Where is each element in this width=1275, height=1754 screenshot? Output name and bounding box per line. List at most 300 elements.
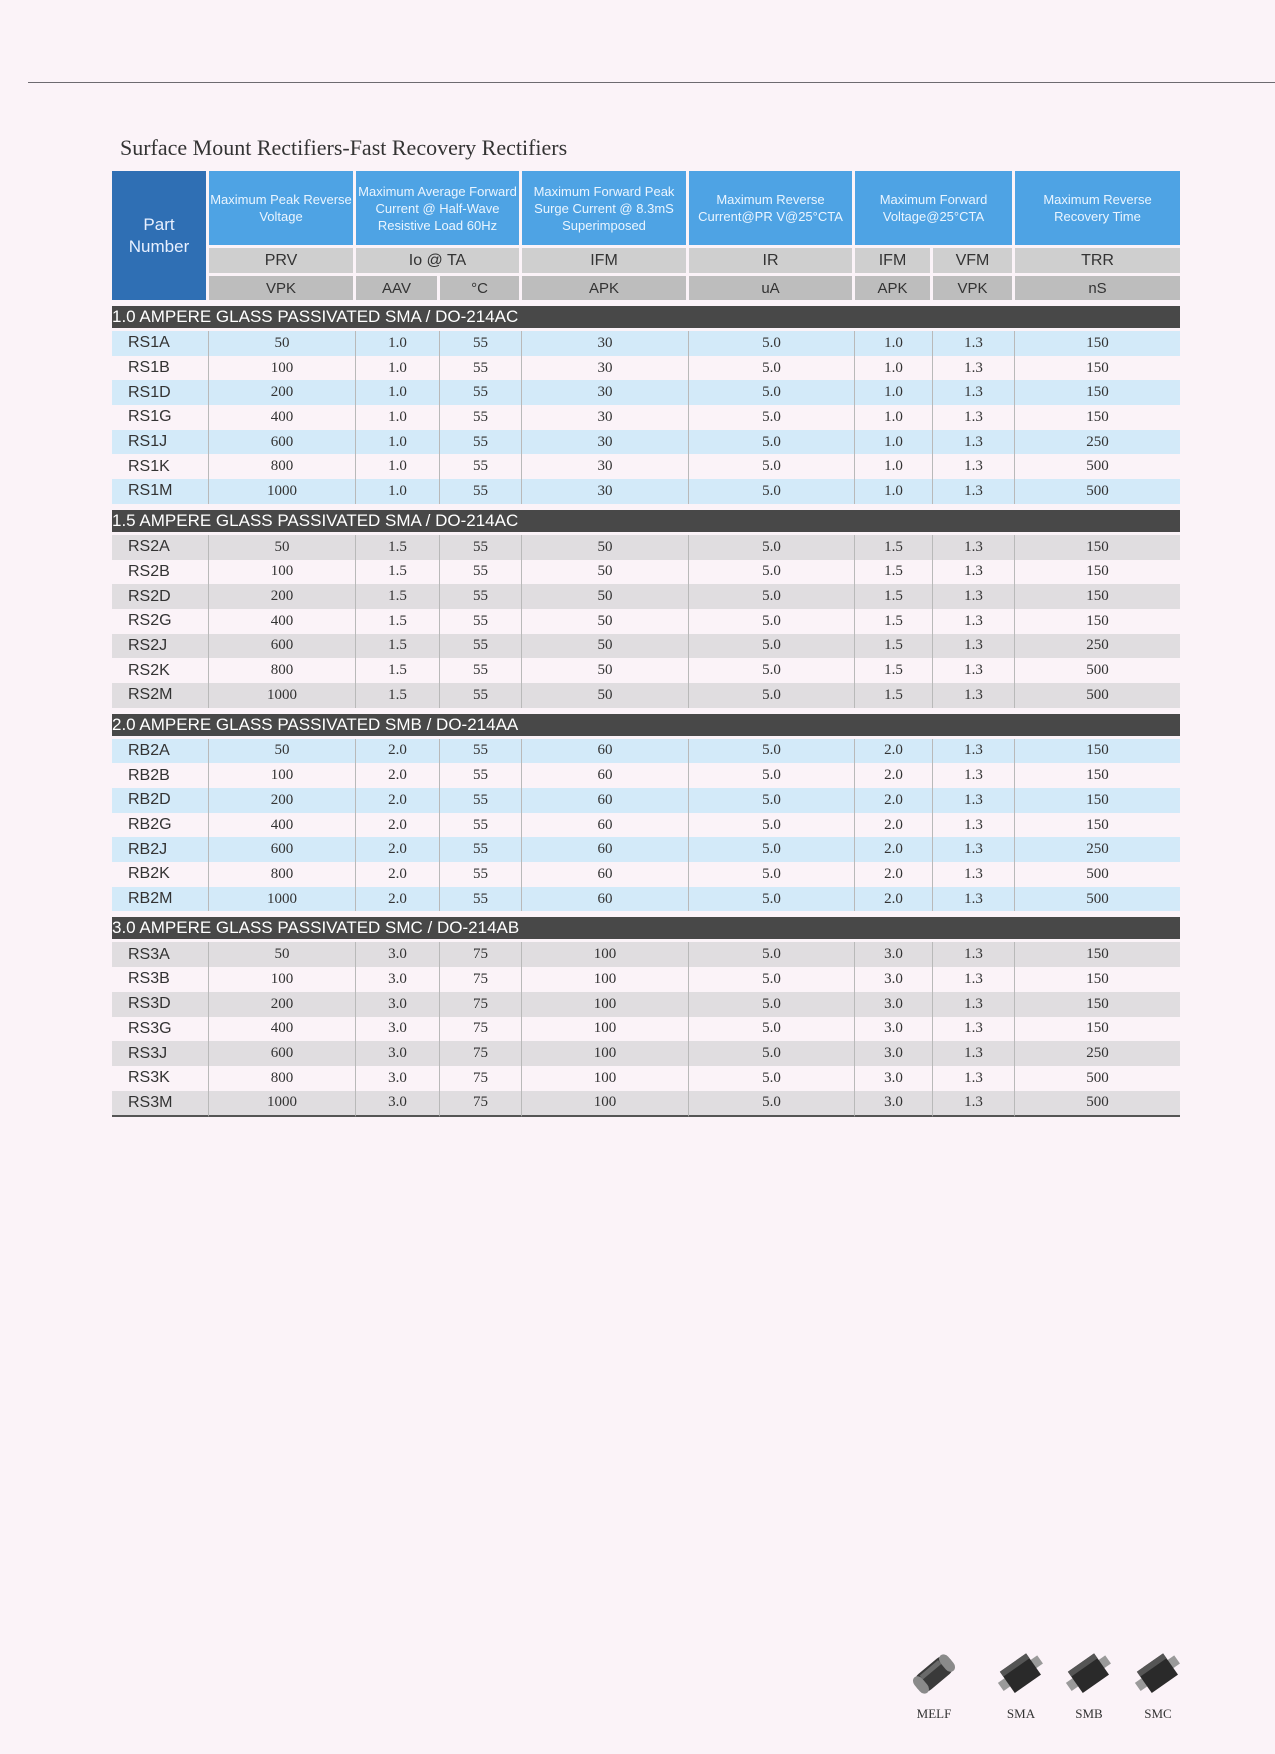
trr-value: 500 <box>1015 1066 1180 1091</box>
part-number-header: Part Number <box>112 171 209 300</box>
ifm-value: 3.0 <box>855 1017 933 1042</box>
ifm-value: 1.5 <box>855 683 933 708</box>
part-number: RB2M <box>112 887 209 912</box>
io-value: 1.0 <box>356 356 440 381</box>
io-value: 2.0 <box>356 862 440 887</box>
ir-value: 5.0 <box>689 1017 855 1042</box>
surge-value: 30 <box>522 331 689 356</box>
prv-value: 1000 <box>209 683 356 708</box>
surge-value: 30 <box>522 479 689 504</box>
ta-value: 55 <box>440 584 522 609</box>
ir-value: 5.0 <box>689 535 855 560</box>
smc-package-icon <box>1128 1650 1188 1698</box>
ifm-value: 2.0 <box>855 788 933 813</box>
section-1a-rows <box>112 331 1180 504</box>
io-value: 3.0 <box>356 992 440 1017</box>
ifm-value: 2.0 <box>855 837 933 862</box>
table-row <box>112 1017 1180 1042</box>
surge-value: 60 <box>522 837 689 862</box>
package-smc <box>1123 1650 1193 1722</box>
symbol-prv: PRV <box>209 245 356 273</box>
unit-vpk-forward: VPK <box>933 273 1015 300</box>
trr-value: 500 <box>1015 1091 1180 1118</box>
unit-apk-surge: APK <box>522 273 689 300</box>
surge-value: 100 <box>522 1017 689 1042</box>
vfm-value: 1.3 <box>933 609 1015 634</box>
section-2a-rows <box>112 739 1180 912</box>
trr-value: 150 <box>1015 535 1180 560</box>
part-number: RB2J <box>112 837 209 862</box>
section-header <box>112 300 1180 331</box>
trr-value: 150 <box>1015 405 1180 430</box>
trr-value: 150 <box>1015 331 1180 356</box>
prv-value: 50 <box>209 535 356 560</box>
ifm-value: 1.5 <box>855 658 933 683</box>
ta-value: 75 <box>440 1017 522 1042</box>
header-average-forward-current: Maximum Average Forward Current @ Half-Wave Resistive Load 60Hz <box>356 171 522 245</box>
vfm-value: 1.3 <box>933 813 1015 838</box>
io-value: 2.0 <box>356 813 440 838</box>
table-row <box>112 887 1180 912</box>
ifm-value: 1.0 <box>855 331 933 356</box>
surge-value: 50 <box>522 609 689 634</box>
part-number: RB2B <box>112 763 209 788</box>
unit-apk: APK <box>855 273 933 300</box>
io-value: 3.0 <box>356 1066 440 1091</box>
ifm-value: 1.0 <box>855 356 933 381</box>
surge-value: 60 <box>522 862 689 887</box>
ir-value: 5.0 <box>689 887 855 912</box>
table-row <box>112 967 1180 992</box>
io-value: 1.0 <box>356 405 440 430</box>
ta-value: 55 <box>440 837 522 862</box>
prv-value: 50 <box>209 331 356 356</box>
ir-value: 5.0 <box>689 967 855 992</box>
ta-value: 55 <box>440 331 522 356</box>
ta-value: 55 <box>440 535 522 560</box>
vfm-value: 1.3 <box>933 380 1015 405</box>
trr-value: 250 <box>1015 837 1180 862</box>
surge-value: 60 <box>522 739 689 764</box>
surge-value: 30 <box>522 356 689 381</box>
table-row <box>112 683 1180 708</box>
ir-value: 5.0 <box>689 331 855 356</box>
smb-package-icon <box>1059 1650 1119 1698</box>
prv-value: 100 <box>209 560 356 585</box>
prv-value: 50 <box>209 942 356 967</box>
ir-value: 5.0 <box>689 683 855 708</box>
trr-value: 500 <box>1015 683 1180 708</box>
vfm-value: 1.3 <box>933 942 1015 967</box>
prv-value: 200 <box>209 992 356 1017</box>
prv-value: 200 <box>209 788 356 813</box>
trr-value: 500 <box>1015 862 1180 887</box>
ir-value: 5.0 <box>689 1091 855 1118</box>
ta-value: 55 <box>440 560 522 585</box>
io-value: 1.0 <box>356 454 440 479</box>
vfm-value: 1.3 <box>933 405 1015 430</box>
symbol-trr: TRR <box>1015 245 1180 273</box>
trr-value: 150 <box>1015 356 1180 381</box>
table-row <box>112 454 1180 479</box>
header-peak-reverse-voltage: Maximum Peak Reverse Voltage <box>209 171 356 245</box>
section-header <box>112 708 1180 739</box>
prv-value: 600 <box>209 837 356 862</box>
io-value: 1.5 <box>356 584 440 609</box>
ir-value: 5.0 <box>689 763 855 788</box>
unit-ua: uA <box>689 273 855 300</box>
surge-value: 100 <box>522 967 689 992</box>
part-number: RS2J <box>112 634 209 659</box>
ifm-value: 1.0 <box>855 405 933 430</box>
top-rule <box>28 82 1275 83</box>
trr-value: 500 <box>1015 887 1180 912</box>
io-value: 3.0 <box>356 967 440 992</box>
part-number: RS2A <box>112 535 209 560</box>
section-title: 2.0 AMPERE GLASS PASSIVATED SMB / DO-214AA <box>112 708 1180 739</box>
ta-value: 55 <box>440 862 522 887</box>
ifm-value: 3.0 <box>855 992 933 1017</box>
ifm-value: 3.0 <box>855 1041 933 1066</box>
trr-value: 150 <box>1015 788 1180 813</box>
symbol-ifm: IFM <box>855 245 933 273</box>
part-number: RS2K <box>112 658 209 683</box>
table-row <box>112 837 1180 862</box>
page-title: Surface Mount Rectifiers-Fast Recovery Rectifiers <box>120 135 568 160</box>
vfm-value: 1.3 <box>933 430 1015 455</box>
package-melf <box>899 1650 969 1722</box>
ifm-value: 1.5 <box>855 535 933 560</box>
ta-value: 55 <box>440 634 522 659</box>
unit-aav: AAV <box>356 273 440 300</box>
io-value: 1.0 <box>356 479 440 504</box>
package-label: MELF <box>916 1706 952 1721</box>
prv-value: 100 <box>209 763 356 788</box>
ifm-value: 1.5 <box>855 609 933 634</box>
table-row <box>112 584 1180 609</box>
unit-celsius: °C <box>440 273 522 300</box>
part-number: RS3K <box>112 1066 209 1091</box>
section-3a-rows <box>112 942 1180 1117</box>
trr-value: 150 <box>1015 380 1180 405</box>
section-title: 1.5 AMPERE GLASS PASSIVATED SMA / DO-214AC <box>112 504 1180 535</box>
ta-value: 55 <box>440 763 522 788</box>
trr-value: 150 <box>1015 942 1180 967</box>
part-number: RS1D <box>112 380 209 405</box>
ir-value: 5.0 <box>689 837 855 862</box>
sma-package-icon <box>991 1650 1051 1698</box>
surge-value: 100 <box>522 1066 689 1091</box>
ir-value: 5.0 <box>689 788 855 813</box>
ir-value: 5.0 <box>689 609 855 634</box>
prv-value: 200 <box>209 380 356 405</box>
ir-value: 5.0 <box>689 454 855 479</box>
surge-value: 100 <box>522 992 689 1017</box>
vfm-value: 1.3 <box>933 1091 1015 1118</box>
trr-value: 150 <box>1015 1017 1180 1042</box>
prv-value: 800 <box>209 454 356 479</box>
ta-value: 55 <box>440 813 522 838</box>
ta-value: 75 <box>440 1066 522 1091</box>
prv-value: 1000 <box>209 479 356 504</box>
ir-value: 5.0 <box>689 430 855 455</box>
symbol-ir: IR <box>689 245 855 273</box>
ir-value: 5.0 <box>689 479 855 504</box>
io-value: 1.5 <box>356 609 440 634</box>
table-row <box>112 535 1180 560</box>
trr-value: 150 <box>1015 813 1180 838</box>
part-number: RS1J <box>112 430 209 455</box>
header-forward-voltage: Maximum Forward Voltage@25°CTA <box>855 171 1015 245</box>
surge-value: 60 <box>522 788 689 813</box>
ir-value: 5.0 <box>689 380 855 405</box>
part-number: RS2D <box>112 584 209 609</box>
io-value: 2.0 <box>356 763 440 788</box>
io-value: 1.0 <box>356 380 440 405</box>
ifm-value: 1.5 <box>855 560 933 585</box>
vfm-value: 1.3 <box>933 479 1015 504</box>
trr-value: 250 <box>1015 1041 1180 1066</box>
section-1-5a-rows <box>112 535 1180 708</box>
melf-package-icon <box>904 1650 964 1698</box>
vfm-value: 1.3 <box>933 763 1015 788</box>
surge-value: 100 <box>522 1041 689 1066</box>
part-number: RS3M <box>112 1091 209 1118</box>
part-number: RS2M <box>112 683 209 708</box>
ta-value: 75 <box>440 967 522 992</box>
symbol-vfm: VFM <box>933 245 1015 273</box>
prv-value: 50 <box>209 739 356 764</box>
table-row <box>112 634 1180 659</box>
prv-value: 100 <box>209 356 356 381</box>
section-title: 3.0 AMPERE GLASS PASSIVATED SMC / DO-214AB <box>112 911 1180 942</box>
ta-value: 55 <box>440 658 522 683</box>
ifm-value: 2.0 <box>855 862 933 887</box>
ta-value: 55 <box>440 479 522 504</box>
io-value: 1.5 <box>356 658 440 683</box>
symbol-io-ta: Io @ TA <box>356 245 522 273</box>
vfm-value: 1.3 <box>933 992 1015 1017</box>
ta-value: 55 <box>440 683 522 708</box>
part-number: RS1B <box>112 356 209 381</box>
table-row <box>112 356 1180 381</box>
vfm-value: 1.3 <box>933 634 1015 659</box>
ir-value: 5.0 <box>689 634 855 659</box>
prv-value: 600 <box>209 1041 356 1066</box>
section-2a-smb <box>112 708 1180 739</box>
vfm-value: 1.3 <box>933 788 1015 813</box>
prv-value: 800 <box>209 1066 356 1091</box>
ifm-value: 1.0 <box>855 380 933 405</box>
vfm-value: 1.3 <box>933 560 1015 585</box>
ta-value: 75 <box>440 1091 522 1118</box>
package-label: SMB <box>1075 1706 1103 1721</box>
part-number: RS1A <box>112 331 209 356</box>
prv-value: 800 <box>209 862 356 887</box>
prv-value: 1000 <box>209 887 356 912</box>
prv-value: 400 <box>209 609 356 634</box>
prv-value: 600 <box>209 634 356 659</box>
surge-value: 100 <box>522 1091 689 1118</box>
io-value: 1.5 <box>356 634 440 659</box>
surge-value: 30 <box>522 430 689 455</box>
vfm-value: 1.3 <box>933 862 1015 887</box>
table-row <box>112 862 1180 887</box>
trr-value: 150 <box>1015 739 1180 764</box>
vfm-value: 1.3 <box>933 454 1015 479</box>
surge-value: 60 <box>522 813 689 838</box>
surge-value: 50 <box>522 535 689 560</box>
vfm-value: 1.3 <box>933 1017 1015 1042</box>
vfm-value: 1.3 <box>933 658 1015 683</box>
part-number: RS1K <box>112 454 209 479</box>
prv-value: 100 <box>209 967 356 992</box>
ir-value: 5.0 <box>689 658 855 683</box>
ifm-value: 1.0 <box>855 454 933 479</box>
table-row <box>112 739 1180 764</box>
trr-value: 250 <box>1015 634 1180 659</box>
vfm-value: 1.3 <box>933 584 1015 609</box>
part-number: RB2A <box>112 739 209 764</box>
part-number: RS1M <box>112 479 209 504</box>
io-value: 3.0 <box>356 1017 440 1042</box>
io-value: 1.5 <box>356 560 440 585</box>
trr-value: 250 <box>1015 430 1180 455</box>
surge-value: 50 <box>522 584 689 609</box>
section-3a-smc <box>112 911 1180 942</box>
table-row <box>112 763 1180 788</box>
vfm-value: 1.3 <box>933 887 1015 912</box>
vfm-value: 1.3 <box>933 837 1015 862</box>
io-value: 2.0 <box>356 739 440 764</box>
part-number: RB2G <box>112 813 209 838</box>
io-value: 3.0 <box>356 942 440 967</box>
trr-value: 150 <box>1015 609 1180 634</box>
header-reverse-current: Maximum Reverse Current@PR V@25°CTA <box>689 171 855 245</box>
ir-value: 5.0 <box>689 356 855 381</box>
table-row <box>112 658 1180 683</box>
ta-value: 55 <box>440 788 522 813</box>
package-sma <box>986 1650 1056 1722</box>
part-number: RS2G <box>112 609 209 634</box>
ifm-value: 1.5 <box>855 584 933 609</box>
surge-value: 100 <box>522 942 689 967</box>
table-row <box>112 331 1180 356</box>
section-1-5a-sma <box>112 504 1180 535</box>
ifm-value: 3.0 <box>855 1091 933 1118</box>
surge-value: 30 <box>522 405 689 430</box>
surge-value: 30 <box>522 380 689 405</box>
surge-value: 60 <box>522 887 689 912</box>
vfm-value: 1.3 <box>933 356 1015 381</box>
trr-value: 500 <box>1015 479 1180 504</box>
package-label: SMC <box>1144 1706 1172 1721</box>
trr-value: 500 <box>1015 454 1180 479</box>
table-row <box>112 1041 1180 1066</box>
io-value: 2.0 <box>356 887 440 912</box>
ifm-value: 2.0 <box>855 887 933 912</box>
ifm-value: 3.0 <box>855 942 933 967</box>
table-row <box>112 405 1180 430</box>
vfm-value: 1.3 <box>933 1041 1015 1066</box>
ta-value: 55 <box>440 609 522 634</box>
ifm-value: 1.0 <box>855 479 933 504</box>
header-surge-current: Maximum Forward Peak Surge Current @ 8.3mS Superimposed <box>522 171 689 245</box>
part-number: RS3D <box>112 992 209 1017</box>
part-number: RS3A <box>112 942 209 967</box>
trr-value: 500 <box>1015 658 1180 683</box>
trr-value: 150 <box>1015 992 1180 1017</box>
ta-value: 75 <box>440 942 522 967</box>
vfm-value: 1.3 <box>933 739 1015 764</box>
trr-value: 150 <box>1015 560 1180 585</box>
table-row <box>112 380 1180 405</box>
rectifier-spec-table <box>112 171 1180 1117</box>
ifm-value: 2.0 <box>855 763 933 788</box>
ir-value: 5.0 <box>689 813 855 838</box>
prv-value: 400 <box>209 1017 356 1042</box>
prv-value: 200 <box>209 584 356 609</box>
surge-value: 50 <box>522 683 689 708</box>
ir-value: 5.0 <box>689 560 855 585</box>
surge-value: 50 <box>522 658 689 683</box>
table-row <box>112 813 1180 838</box>
table-row <box>112 560 1180 585</box>
table-row <box>112 1066 1180 1091</box>
ta-value: 55 <box>440 454 522 479</box>
ta-value: 55 <box>440 887 522 912</box>
trr-value: 150 <box>1015 763 1180 788</box>
table-row <box>112 1091 1180 1118</box>
table-row <box>112 430 1180 455</box>
ir-value: 5.0 <box>689 584 855 609</box>
ta-value: 55 <box>440 380 522 405</box>
vfm-value: 1.3 <box>933 535 1015 560</box>
part-number: RS3B <box>112 967 209 992</box>
io-value: 3.0 <box>356 1041 440 1066</box>
section-title: 1.0 AMPERE GLASS PASSIVATED SMA / DO-214AC <box>112 300 1180 331</box>
ir-value: 5.0 <box>689 739 855 764</box>
ta-value: 55 <box>440 430 522 455</box>
table-row <box>112 609 1180 634</box>
prv-value: 400 <box>209 405 356 430</box>
surge-value: 30 <box>522 454 689 479</box>
io-value: 1.5 <box>356 683 440 708</box>
vfm-value: 1.3 <box>933 1066 1015 1091</box>
io-value: 3.0 <box>356 1091 440 1118</box>
ir-value: 5.0 <box>689 1066 855 1091</box>
part-number: RS1G <box>112 405 209 430</box>
ifm-value: 2.0 <box>855 739 933 764</box>
part-number: RS3G <box>112 1017 209 1042</box>
symbol-ifm-surge: IFM <box>522 245 689 273</box>
ta-value: 55 <box>440 356 522 381</box>
part-number: RS3J <box>112 1041 209 1066</box>
trr-value: 150 <box>1015 584 1180 609</box>
ta-value: 55 <box>440 405 522 430</box>
io-value: 2.0 <box>356 788 440 813</box>
table-row <box>112 992 1180 1017</box>
ta-value: 75 <box>440 992 522 1017</box>
section-header <box>112 504 1180 535</box>
table-row <box>112 788 1180 813</box>
ifm-value: 2.0 <box>855 813 933 838</box>
ta-value: 55 <box>440 739 522 764</box>
surge-value: 60 <box>522 763 689 788</box>
surge-value: 50 <box>522 634 689 659</box>
prv-value: 800 <box>209 658 356 683</box>
package-smb <box>1054 1650 1124 1722</box>
